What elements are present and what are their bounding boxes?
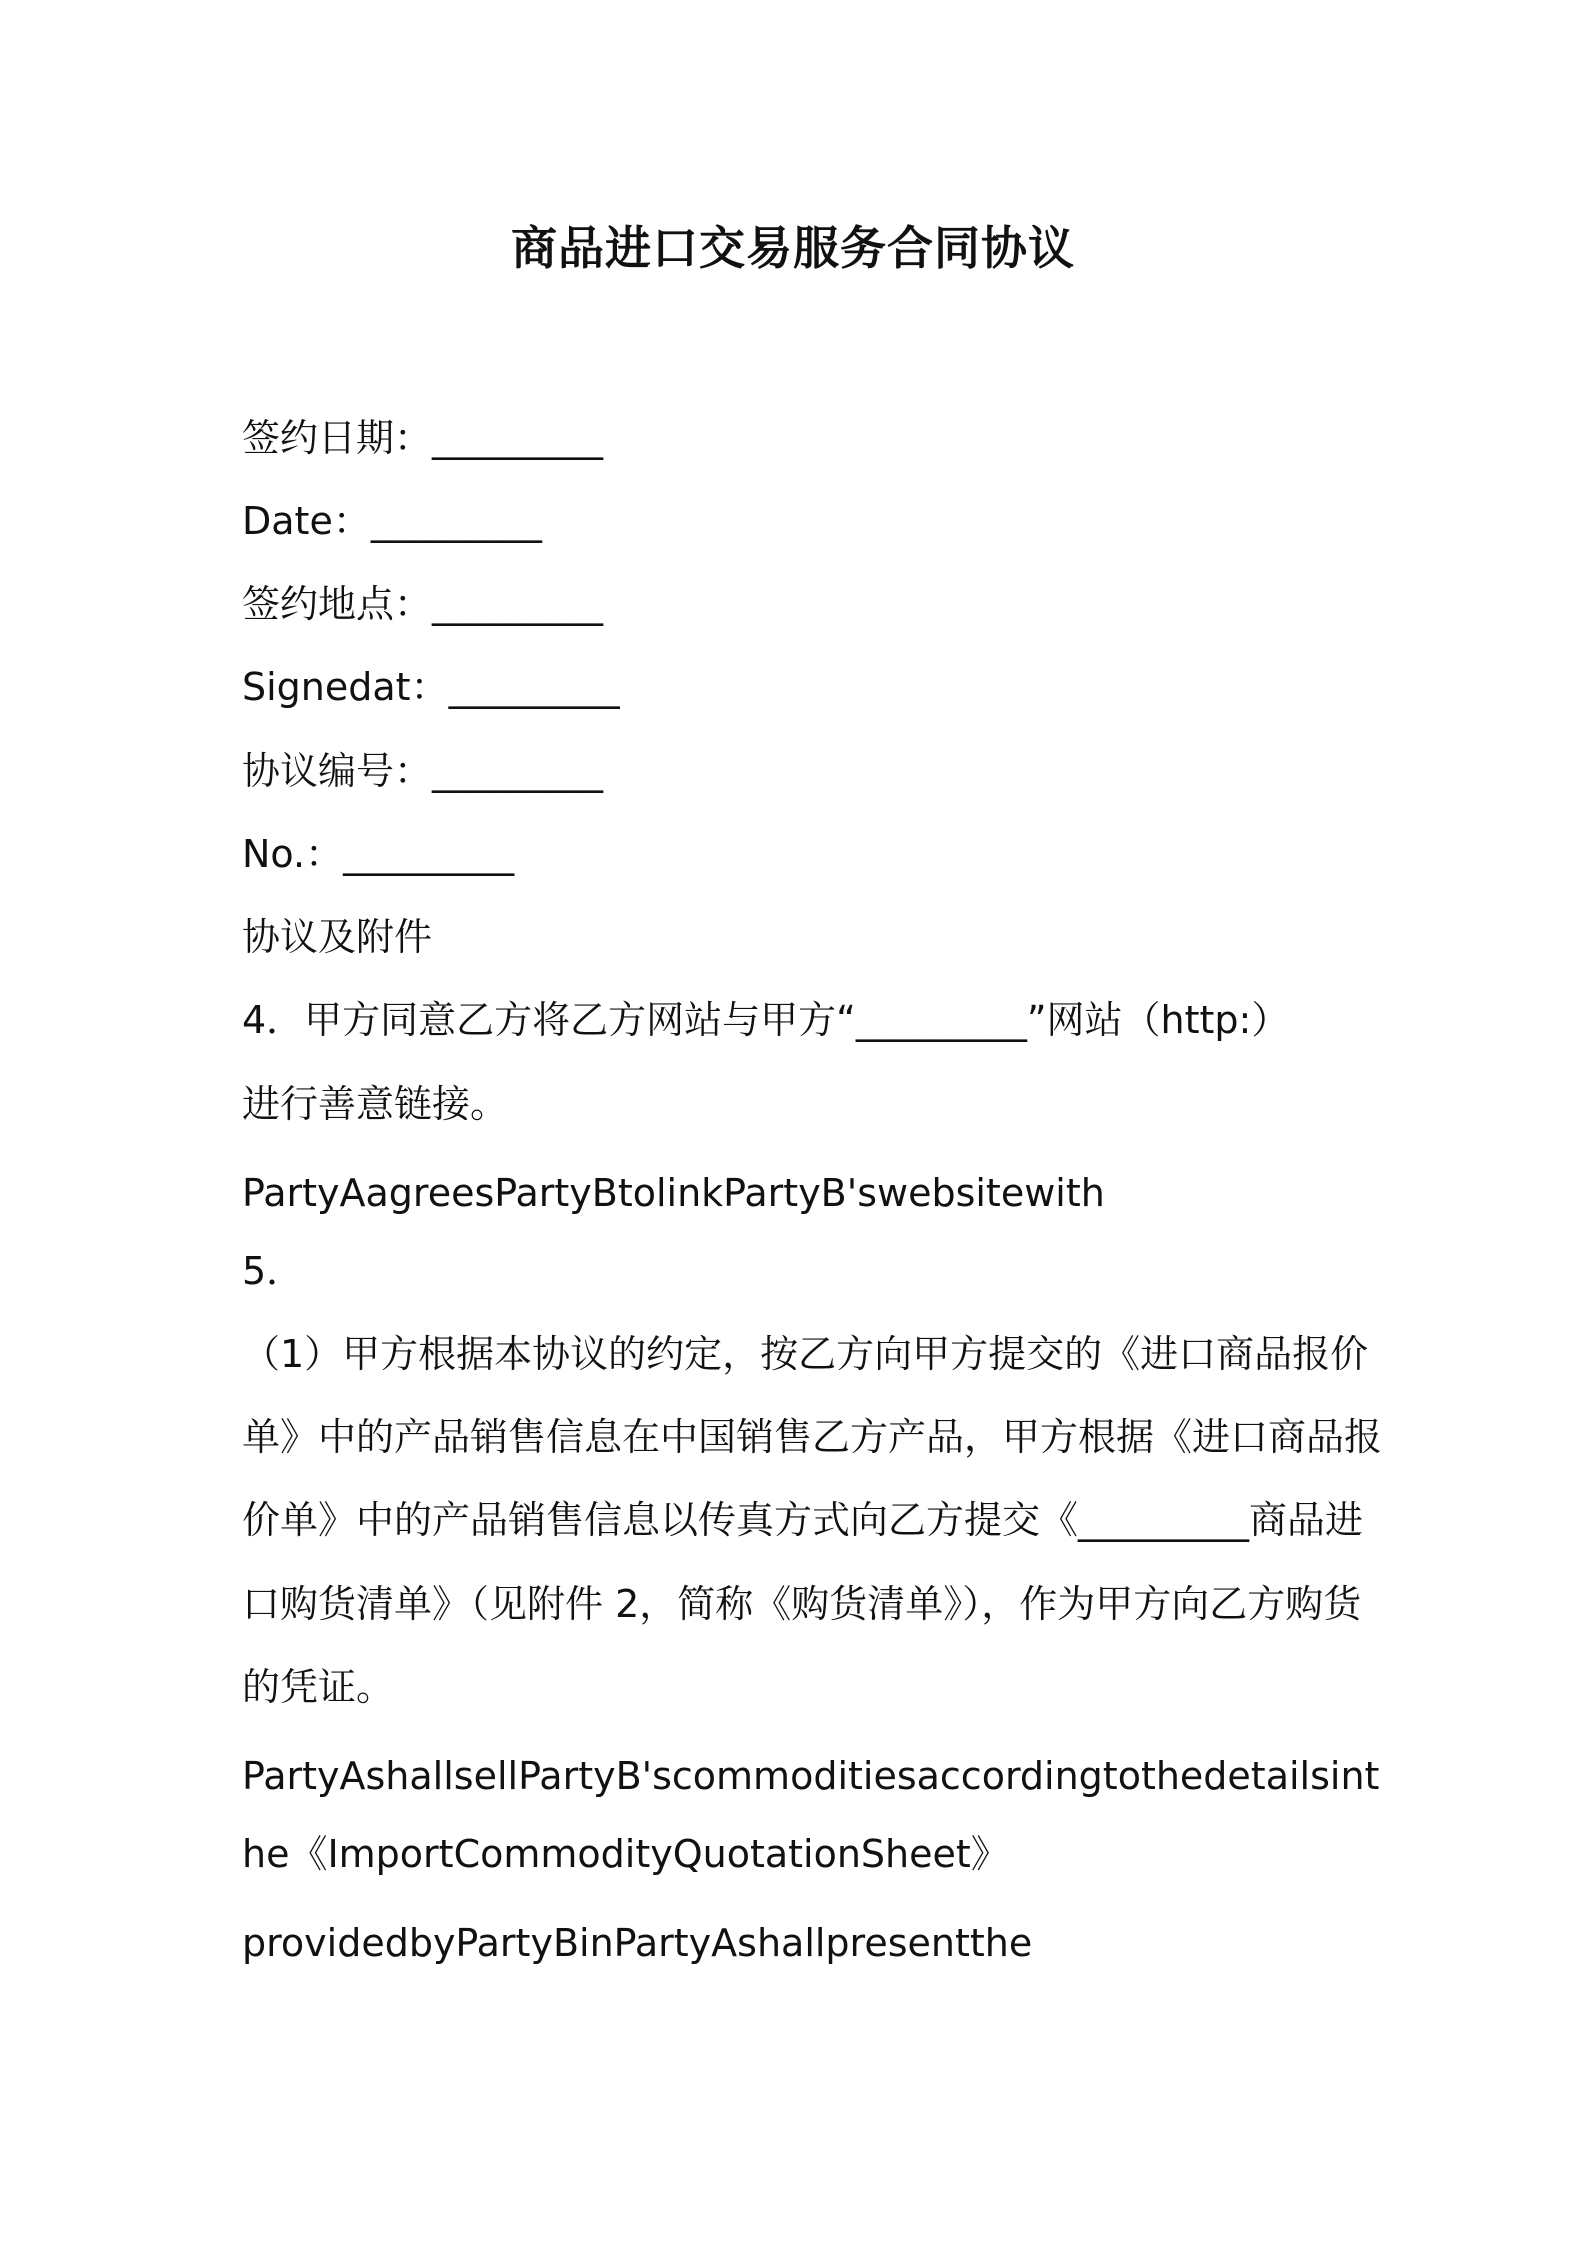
sign-place-line: 签约地点：_________	[242, 582, 604, 626]
clause-5-line-5: 的凭证。	[242, 1665, 395, 1709]
clause-5-english-2: he《ImportCommodityQuotationSheet》	[242, 1832, 1009, 1876]
clause-5-english-1: PartyAshallsellPartyB'scommoditiesaccordingtothedetailsint	[242, 1754, 1380, 1798]
clause-5-line-4: 口购货清单》（见附件 2，简称《购货清单》），作为甲方向乙方购货	[242, 1582, 1362, 1626]
clause-4-line-2: 进行善意链接。	[242, 1082, 509, 1126]
clause-5-english-3: providedbyPartyBinPartyAshallpresentthe	[242, 1921, 1033, 1965]
clause-5-line-3: 价单》中的产品销售信息以传真方式向乙方提交《_________商品进	[242, 1498, 1364, 1542]
clause-4-line-1: 4．甲方同意乙方将乙方网站与甲方“_________”网站（http:）	[242, 998, 1290, 1042]
sign-date-line: 签约日期：_________	[242, 416, 604, 460]
number-line: No.：_________	[242, 832, 515, 876]
clause-4-english: PartyAagreesPartyBtolinkPartyB'swebsitewith	[242, 1171, 1105, 1215]
section-heading: 协议及附件	[242, 915, 433, 959]
clause-5-number: 5．	[242, 1249, 305, 1293]
clause-5-line-2: 单》中的产品销售信息在中国销售乙方产品，甲方根据《进口商品报	[242, 1415, 1383, 1459]
agreement-number-line: 协议编号：_________	[242, 749, 604, 793]
date-line: Date：_________	[242, 499, 542, 543]
document-title: 商品进口交易服务合同协议	[511, 221, 1075, 275]
clause-5-line-1: （1）甲方根据本协议的约定，按乙方向甲方提交的《进口商品报价	[242, 1332, 1369, 1376]
signed-at-line: Signedat：_________	[242, 665, 620, 709]
